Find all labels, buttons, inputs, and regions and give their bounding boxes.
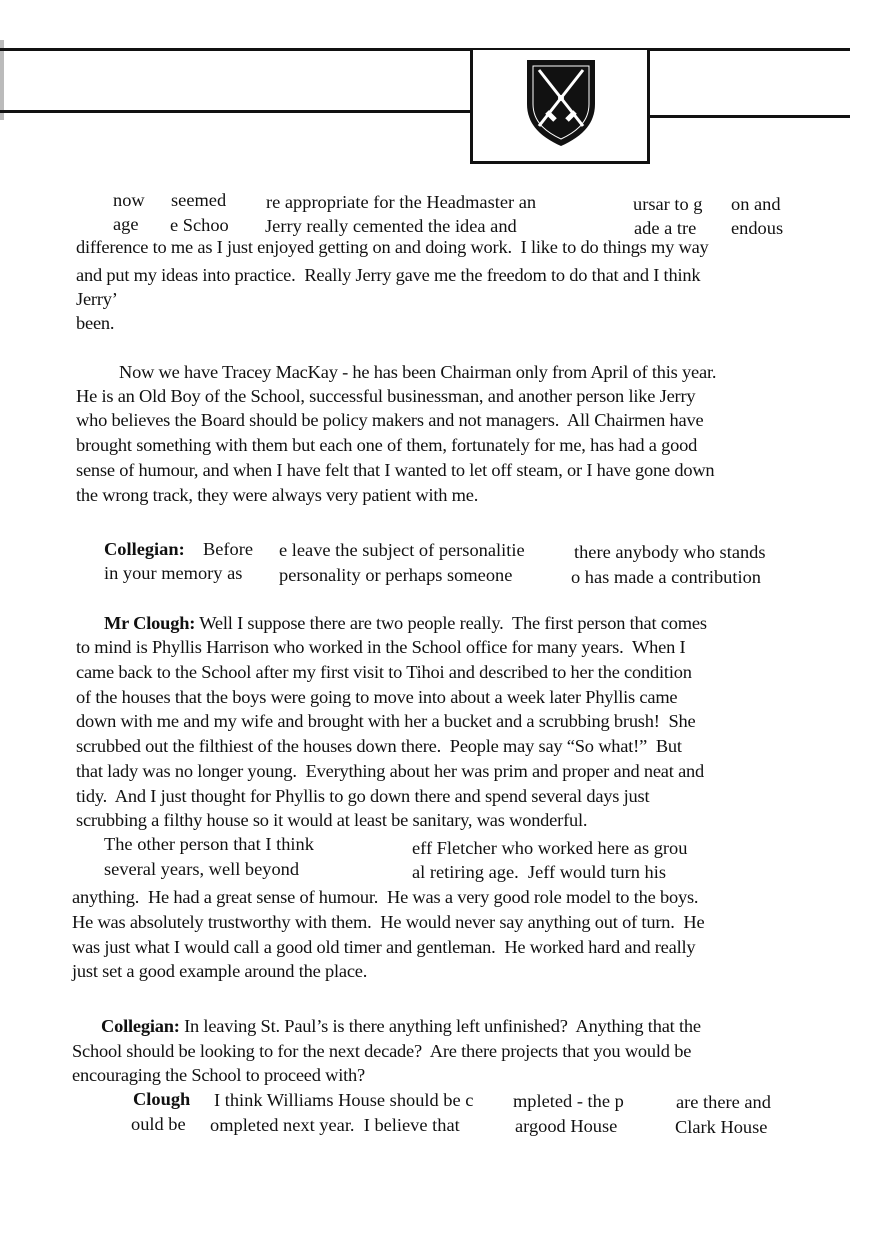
text-line: Now we have Tracey MacKay - he has been Chairman only from April of this year.: [119, 362, 717, 382]
text-line: that lady was no longer young. Everything about her was prim and proper and neat and: [76, 761, 705, 781]
text-fragment: In leaving St. Paul’s is there anything left unfinished? Anything that the: [179, 1016, 701, 1036]
text-fragment: seemed: [171, 190, 227, 210]
text-line: He is an Old Boy of the School, successful businessman, and another person like Jerry: [76, 386, 696, 406]
text-line: came back to the School after my first visit to Tihoi and described to her the condition: [76, 662, 692, 682]
header-rule-top: [0, 48, 850, 51]
text-line: School should be looking to for the next decade? Are there projects that you would be: [72, 1041, 692, 1061]
text-line: was just what I would call a good old timer and gentleman. He worked hard and really: [72, 937, 696, 957]
text-line: scrubbing a filthy house so it would at least be sanitary, was wonderful.: [76, 810, 588, 830]
text-line: been.: [76, 313, 115, 333]
text-fragment: mpleted - the p: [513, 1091, 624, 1111]
text-fragment: ade a tre: [634, 218, 697, 238]
text-fragment: e Schoo: [170, 215, 229, 235]
text-fragment: in your memory as: [104, 563, 243, 583]
text-line: He was absolutely trustworthy with them. He would never say anything out of turn. He: [72, 912, 705, 932]
text-fragment: Jerry really cemented the idea and: [265, 216, 517, 236]
speaker-label: Collegian:: [101, 1016, 180, 1036]
text-line: tidy. And I just thought for Phyllis to go down there and spend several days just: [76, 786, 650, 806]
header-rule-bottom-right: [650, 115, 850, 118]
school-crest-icon: [523, 56, 599, 148]
speaker-label: Clough: [133, 1089, 191, 1109]
text-line: to mind is Phyllis Harrison who worked in the School office for many years. When I: [76, 637, 686, 657]
text-line: just set a good example around the place.: [72, 961, 368, 981]
text-line: who believes the Board should be policy makers and not managers. All Chairmen have: [76, 410, 704, 430]
speaker-label: Collegian:: [104, 539, 185, 559]
text-fragment: Before: [203, 539, 254, 559]
text-fragment: argood House: [515, 1116, 618, 1136]
text-fragment: ould be: [131, 1114, 186, 1134]
text-line: brought something with them but each one of them, fortunately for me, has had a good: [76, 435, 698, 455]
text-fragment: eff Fletcher who worked here as grou: [412, 838, 688, 858]
text-fragment: Clark House: [675, 1117, 768, 1137]
text-fragment: endous: [731, 218, 784, 238]
text-fragment: ompleted next year. I believe that: [210, 1115, 460, 1135]
text-line: anything. He had a great sense of humour. He was a very good role model to the boys.: [72, 887, 699, 907]
text-line: and put my ideas into practice. Really Jerry gave me the freedom to do that and I think: [76, 265, 701, 285]
text-fragment: ursar to g: [633, 194, 703, 214]
text-fragment: al retiring age. Jeff would turn his: [412, 862, 667, 882]
text-fragment: re appropriate for the Headmaster an: [266, 192, 537, 212]
speaker-label: Mr Clough:: [104, 613, 196, 633]
text-fragment: on and: [731, 194, 781, 214]
text-fragment: several years, well beyond: [104, 859, 300, 879]
text-line: encouraging the School to proceed with?: [72, 1065, 365, 1085]
text-fragment: e leave the subject of personalitie: [279, 540, 525, 560]
text-fragment: are there and: [676, 1092, 771, 1112]
text-fragment: age: [113, 214, 139, 234]
text-line: sense of humour, and when I have felt that I wanted to let off steam, or I have gone down: [76, 460, 715, 480]
text-fragment: now: [113, 190, 145, 210]
header-rule-bottom: [0, 110, 470, 113]
text-line: of the houses that the boys were going to move into about a week later Phyllis came: [76, 687, 678, 707]
text-line: down with me and my wife and brought with her a bucket and a scrubbing brush! She: [76, 711, 696, 731]
text-fragment: Well I suppose there are two people really. The first person that comes: [195, 613, 707, 633]
text-line: [104, 611, 707, 635]
text-fragment: I think Williams House should be c: [214, 1090, 474, 1110]
scan-edge-mark: [0, 40, 4, 120]
text-line: [101, 1014, 701, 1038]
text-fragment: there anybody who stands: [574, 542, 766, 562]
text-fragment: o has made a contribution: [571, 567, 761, 587]
text-fragment: The other person that I think: [104, 834, 314, 854]
text-line: Jerry’: [76, 289, 118, 309]
crest-frame: [470, 50, 650, 164]
text-line: difference to me as I just enjoyed getting on and doing work. I like to do things my way: [76, 237, 709, 257]
text-line: scrubbed out the filthiest of the houses down there. People may say “So what!” But: [76, 736, 682, 756]
text-line: the wrong track, they were always very patient with me.: [76, 485, 479, 505]
text-fragment: personality or perhaps someone: [279, 565, 513, 585]
